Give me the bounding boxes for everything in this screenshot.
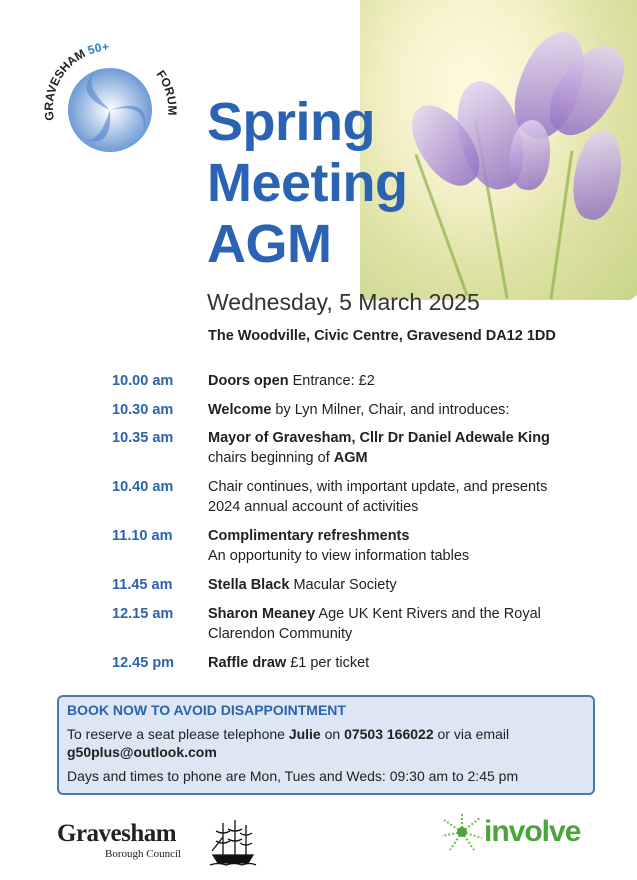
svg-text:FORUM: FORUM xyxy=(153,67,180,116)
phone-number[interactable]: 07503 166022 xyxy=(344,726,434,742)
involve-logo xyxy=(440,812,580,852)
item-text: chairs beginning of xyxy=(208,450,334,466)
involve-wordmark: involve xyxy=(484,815,581,848)
schedule-time: 12.15 am xyxy=(112,606,174,622)
schedule-time: 11.10 am xyxy=(112,528,173,544)
item-text: Macular Society xyxy=(289,577,397,593)
schedule-time: 11.45 am xyxy=(112,577,173,593)
text: To reserve a seat please telephone xyxy=(67,726,289,742)
schedule-time: 10.30 am xyxy=(112,402,174,418)
item-text: £1 per ticket xyxy=(286,655,370,671)
item-title: Complimentary refreshments xyxy=(208,528,410,544)
item-title: Stella Black xyxy=(208,577,290,593)
item-text: Chair continues, with important update, and presents 2024 annual account of activities xyxy=(208,479,548,515)
item-title-2: AGM xyxy=(333,450,368,466)
email-link[interactable]: g50plus@outlook.com xyxy=(67,744,217,760)
booking-heading: BOOK NOW TO AVOID DISAPPOINTMENT xyxy=(67,702,346,718)
item-title: Raffle draw xyxy=(208,655,287,671)
council-sub: Borough Council xyxy=(105,848,182,860)
schedule-time: 12.45 pm xyxy=(112,655,175,671)
involve-burst-icon xyxy=(440,812,484,852)
ship-icon xyxy=(208,817,258,872)
schedule-row xyxy=(0,400,637,420)
title-line: Meeting xyxy=(207,153,408,213)
svg-text:GRAVESHAM 50+: GRAVESHAM 50+ xyxy=(41,39,110,122)
page-title xyxy=(207,92,408,275)
text: on xyxy=(320,726,345,742)
item-text: Entrance: £2 xyxy=(288,373,375,389)
schedule-row xyxy=(0,428,637,468)
item-text: Age UK Kent Rivers and the Royal Clarendon Community xyxy=(208,606,541,642)
item-title: Mayor of Gravesham, Cllr Dr Daniel Adewale King xyxy=(208,430,550,446)
event-date: Wednesday, 5 March 2025 xyxy=(207,289,480,315)
schedule-time: 10.00 am xyxy=(112,373,174,389)
booking-contact xyxy=(67,725,585,761)
schedule-row xyxy=(0,604,637,644)
schedule-row xyxy=(0,653,637,673)
gravesham-50-plus-forum-logo xyxy=(40,30,190,180)
booking-box xyxy=(57,695,595,795)
item-text: by Lyn Milner, Chair, and introduces: xyxy=(271,402,510,418)
schedule-row xyxy=(0,575,637,595)
title-line: Spring xyxy=(207,92,375,152)
text: or via email xyxy=(433,726,510,742)
council-name: Gravesham xyxy=(57,820,177,847)
schedule-row xyxy=(0,477,637,517)
schedule-row xyxy=(0,371,637,391)
event-venue: The Woodville, Civic Centre, Gravesend DA12 1DD xyxy=(208,328,556,344)
schedule-time: 10.35 am xyxy=(112,430,174,446)
item-text: An opportunity to view information tables xyxy=(208,548,470,564)
title-line: AGM xyxy=(207,214,332,274)
booking-hours: Days and times to phone are Mon, Tues and Weds: 09:30 am to 2:45 pm xyxy=(67,768,519,784)
item-title: Doors open xyxy=(208,373,289,389)
contact-name: Julie xyxy=(288,726,321,742)
item-title: Welcome xyxy=(208,402,272,418)
schedule-row xyxy=(0,526,637,566)
schedule-time: 10.40 am xyxy=(112,479,174,495)
item-title: Sharon Meaney xyxy=(208,606,316,622)
gravesham-council-logo xyxy=(57,820,181,861)
